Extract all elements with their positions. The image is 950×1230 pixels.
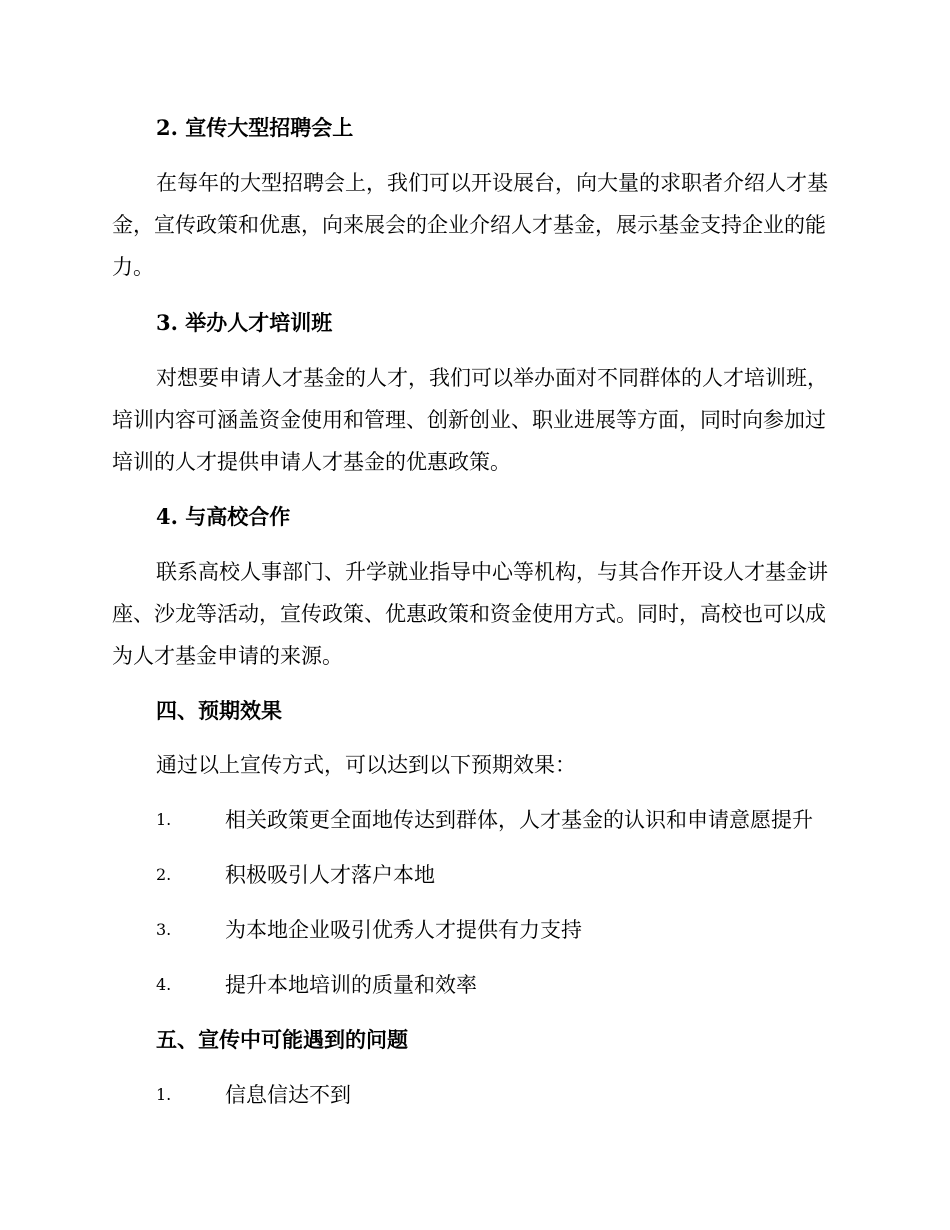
list-text: 信息信达不到 bbox=[225, 1083, 351, 1107]
list-item bbox=[156, 915, 856, 945]
list-number: 4. bbox=[156, 975, 172, 994]
list-number: 1. bbox=[156, 810, 172, 829]
section-heading-2: 2. 宣传大型招聘会上 bbox=[156, 115, 354, 140]
section-heading-3: 3. 举办人才培训班 bbox=[156, 310, 333, 335]
section-body-3: 对想要申请人才基金的人才，我们可以举办面对不同群体的人才培训班，培训内容可涵盖资金使用和管理、创新创业、职业进展等方面，同时向参加过培训的人才提供申请人才基金的优惠政策。 bbox=[112, 366, 828, 474]
list-number: 1. bbox=[156, 1085, 172, 1104]
list-text: 相关政策更全面地传达到群体，人才基金的认识和申请意愿提升 bbox=[225, 808, 813, 832]
list-text: 积极吸引人才落户本地 bbox=[225, 863, 435, 887]
section-heading-expected-effects: 四、预期效果 bbox=[156, 698, 282, 723]
list-item bbox=[156, 970, 856, 1000]
list-text: 为本地企业吸引优秀人才提供有力支持 bbox=[225, 918, 582, 942]
list-text: 提升本地培训的质量和效率 bbox=[225, 973, 477, 997]
section-heading-possible-problems: 五、宣传中可能遇到的问题 bbox=[156, 1027, 408, 1052]
expected-effects-intro: 通过以上宣传方式，可以达到以下预期效果： bbox=[156, 753, 576, 777]
list-number: 3. bbox=[156, 920, 172, 939]
section-heading-4: 4. 与高校合作 bbox=[156, 504, 291, 529]
list-item bbox=[156, 1080, 856, 1110]
list-item bbox=[156, 860, 856, 890]
list-item bbox=[156, 805, 856, 835]
section-body-4: 联系高校人事部门、升学就业指导中心等机构，与其合作开设人才基金讲座、沙龙等活动，宣传政策、优惠政策和资金使用方式。同时，高校也可以成为人才基金申请的来源。 bbox=[112, 560, 828, 668]
list-number: 2. bbox=[156, 865, 172, 884]
section-body-2: 在每年的大型招聘会上，我们可以开设展台，向大量的求职者介绍人才基金，宣传政策和优惠，向来展会的企业介绍人才基金，展示基金支持企业的能力。 bbox=[112, 171, 828, 279]
